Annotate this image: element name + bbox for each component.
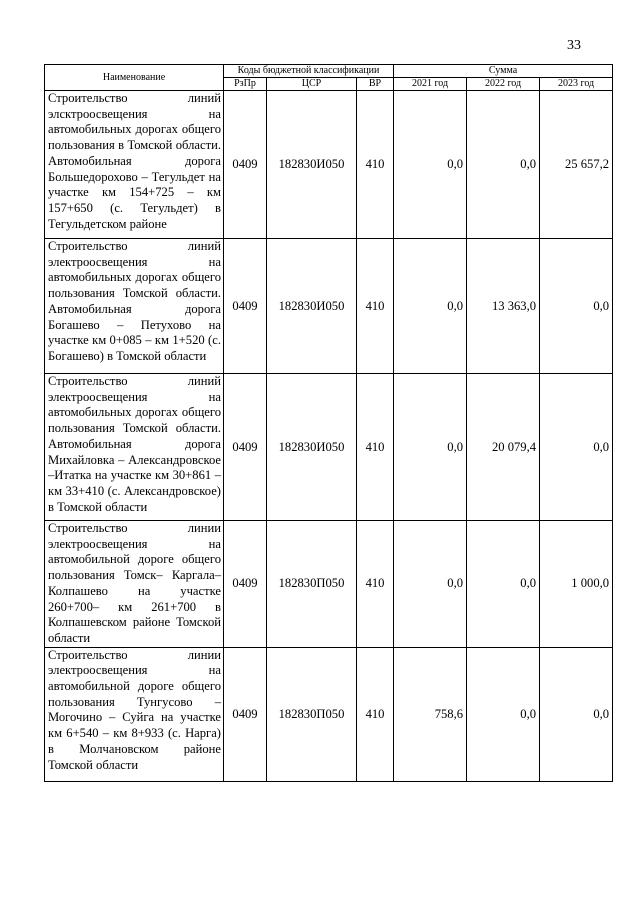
row-rzpr: 0409 xyxy=(224,239,267,374)
row-csr: 182830И050 xyxy=(267,91,357,239)
row-2021: 0,0 xyxy=(394,239,467,374)
row-csr: 182830П050 xyxy=(267,647,357,781)
row-2021: 0,0 xyxy=(394,91,467,239)
row-2023: 0,0 xyxy=(540,647,613,781)
table-row xyxy=(45,521,613,648)
row-csr: 182830И050 xyxy=(267,374,357,521)
table-row xyxy=(45,91,613,239)
row-rzpr: 0409 xyxy=(224,374,267,521)
page-number: 33 xyxy=(567,38,581,53)
row-rzpr: 0409 xyxy=(224,647,267,781)
row-2021: 0,0 xyxy=(394,374,467,521)
header-2022: 2022 год xyxy=(467,78,540,91)
header-name: Наименование xyxy=(45,65,224,91)
row-csr: 182830И050 xyxy=(267,239,357,374)
row-2023: 0,0 xyxy=(540,239,613,374)
row-vr: 410 xyxy=(357,521,394,648)
table-row xyxy=(45,647,613,781)
row-2022: 0,0 xyxy=(467,647,540,781)
row-rzpr: 0409 xyxy=(224,91,267,239)
row-vr: 410 xyxy=(357,647,394,781)
row-2021: 0,0 xyxy=(394,521,467,648)
row-vr: 410 xyxy=(357,239,394,374)
row-rzpr: 0409 xyxy=(224,521,267,648)
row-2023: 1 000,0 xyxy=(540,521,613,648)
header-sum-group: Сумма xyxy=(394,65,613,78)
row-2022: 0,0 xyxy=(467,91,540,239)
row-vr: 410 xyxy=(357,91,394,239)
header-csr: ЦСР xyxy=(267,78,357,91)
header-rzpr: РзПр xyxy=(224,78,267,91)
row-2022: 20 079,4 xyxy=(467,374,540,521)
row-name: Строительство линии электроосвещения на автомобильной дороге общего пользования Тунгусово – Могочино – Суйга на участке км 6+540 – км 8+933 (с. Нарга) в Молчановском районе Томской области xyxy=(45,647,224,781)
row-2021: 758,6 xyxy=(394,647,467,781)
row-2023: 0,0 xyxy=(540,374,613,521)
header-codes-group: Коды бюджетной классификации xyxy=(224,65,394,78)
header-2021: 2021 год xyxy=(394,78,467,91)
row-name: Строительство линий элсктроосвещения на автомобильных дорогах общего пользования в Томской области. Автомобильная дорога Большедорохово – Тегульдет на участке км 154+725 – км 157+650 (с. Тегульдет) в Тегульдетском районе xyxy=(45,91,224,239)
row-2022: 0,0 xyxy=(467,521,540,648)
header-2023: 2023 год xyxy=(540,78,613,91)
row-name: Строительство линий электроосвещения на автомобильных дорогах общего пользования Томской области. Автомобильная дорога Михайловка – Александровское –Итатка на участке км 30+861 – км 33+410 (с. Александровское) в Томской области xyxy=(45,374,224,521)
row-name: Строительство линии электроосвещения на автомобильной дороге общего пользования Томск– Каргала–Колпашево на участке 260+700– км 261+700 в Колпашевском районе Томской области xyxy=(45,521,224,648)
table-row xyxy=(45,239,613,374)
row-name: Строительство линий электроосвещения на автомобильных дорогах общего пользования Томской области. Автомобильная дорога Богашево – Петухово на участке км 0+085 – км 1+520 (с. Богашево) в Томской области xyxy=(45,239,224,374)
row-vr: 410 xyxy=(357,374,394,521)
header-vr: ВР xyxy=(357,78,394,91)
budget-table xyxy=(44,64,613,782)
row-2023: 25 657,2 xyxy=(540,91,613,239)
row-csr: 182830П050 xyxy=(267,521,357,648)
row-2022: 13 363,0 xyxy=(467,239,540,374)
table-row xyxy=(45,374,613,521)
